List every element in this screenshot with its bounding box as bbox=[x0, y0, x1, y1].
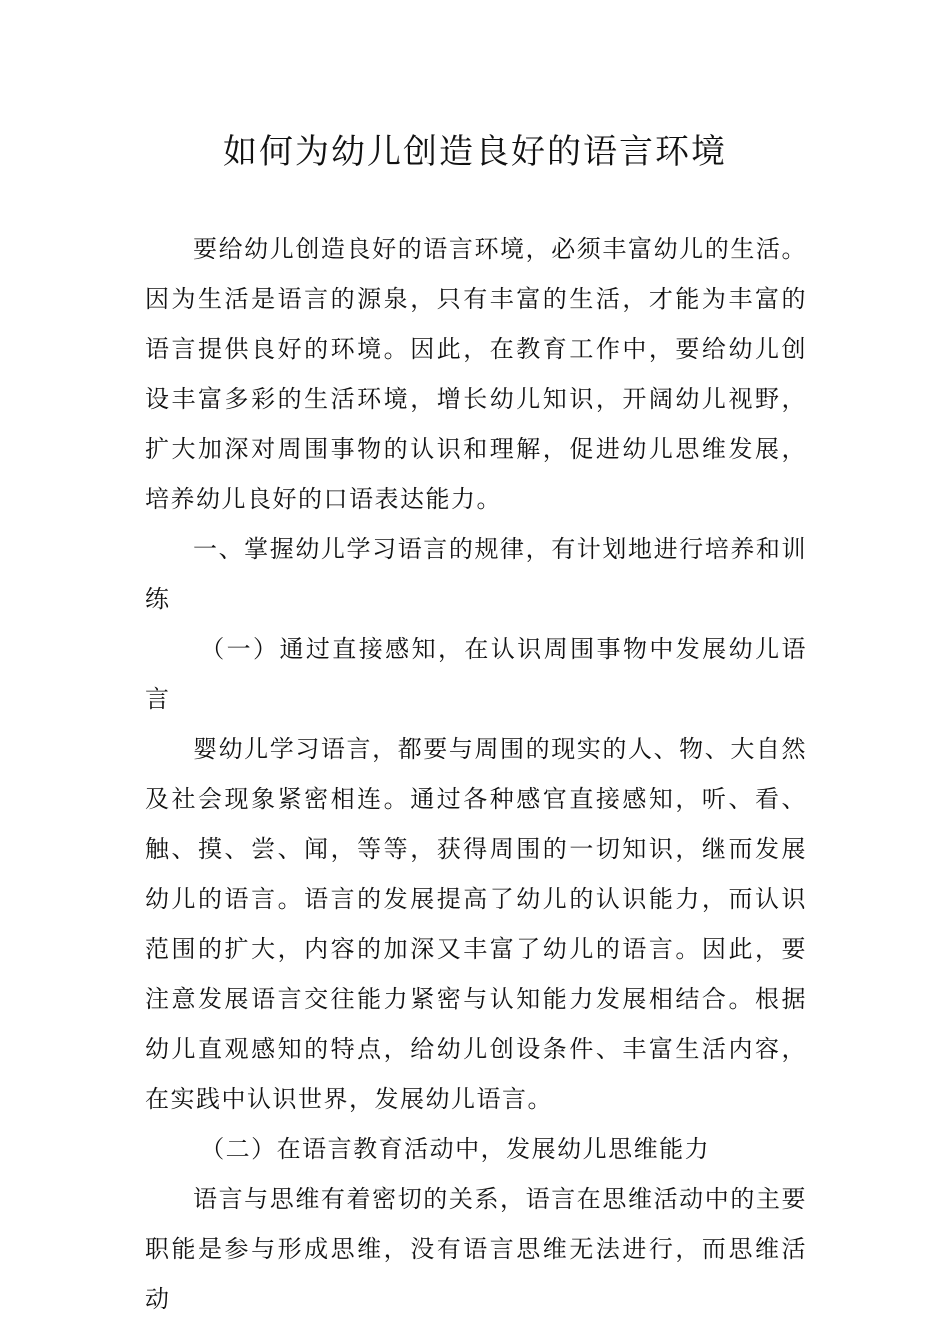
document-body bbox=[145, 224, 807, 1324]
document-title: 如何为幼儿创造良好的语言环境 bbox=[223, 132, 727, 172]
subsection-heading-2: （二）在语言教育活动中，发展幼儿思维能力 bbox=[200, 1135, 711, 1163]
subsection-heading-1: （一）通过直接感知，在认识周围事物中发展幼儿语言 bbox=[145, 635, 807, 713]
paragraph-thinking: 语言与思维有着密切的关系，语言在思维活动中的主要职能是参与形成思维，没有语言思维无法进行，而思维活动 bbox=[145, 1185, 807, 1313]
section-heading-1: 一、掌握幼儿学习语言的规律，有计划地进行培养和训练 bbox=[145, 535, 807, 613]
paragraph-intro: 要给幼儿创造良好的语言环境，必须丰富幼儿的生活。因为生活是语言的源泉，只有丰富的生活，才能为丰富的语言提供良好的环境。因此，在教育工作中，要给幼儿创设丰富多彩的生活环境，增长幼儿知识，开阔幼儿视野，扩大加深对周围事物的认识和理解，促进幼儿思维发展，培养幼儿良好的口语表达能力。 bbox=[145, 235, 807, 513]
paragraph-perception: 婴幼儿学习语言，都要与周围的现实的人、物、大自然及社会现象紧密相连。通过各种感官直接感知，听、看、触、摸、尝、闻，等等，获得周围的一切知识，继而发展幼儿的语言。语言的发展提高了幼儿的认识能力，而认识范围的扩大，内容的加深又丰富了幼儿的语言。因此，要注意发展语言交往能力紧密与认知能力发展相结合。根据幼儿直观感知的特点，给幼儿创设条件、丰富生活内容，在实践中认识世界，发展幼儿语言。 bbox=[145, 735, 807, 1113]
